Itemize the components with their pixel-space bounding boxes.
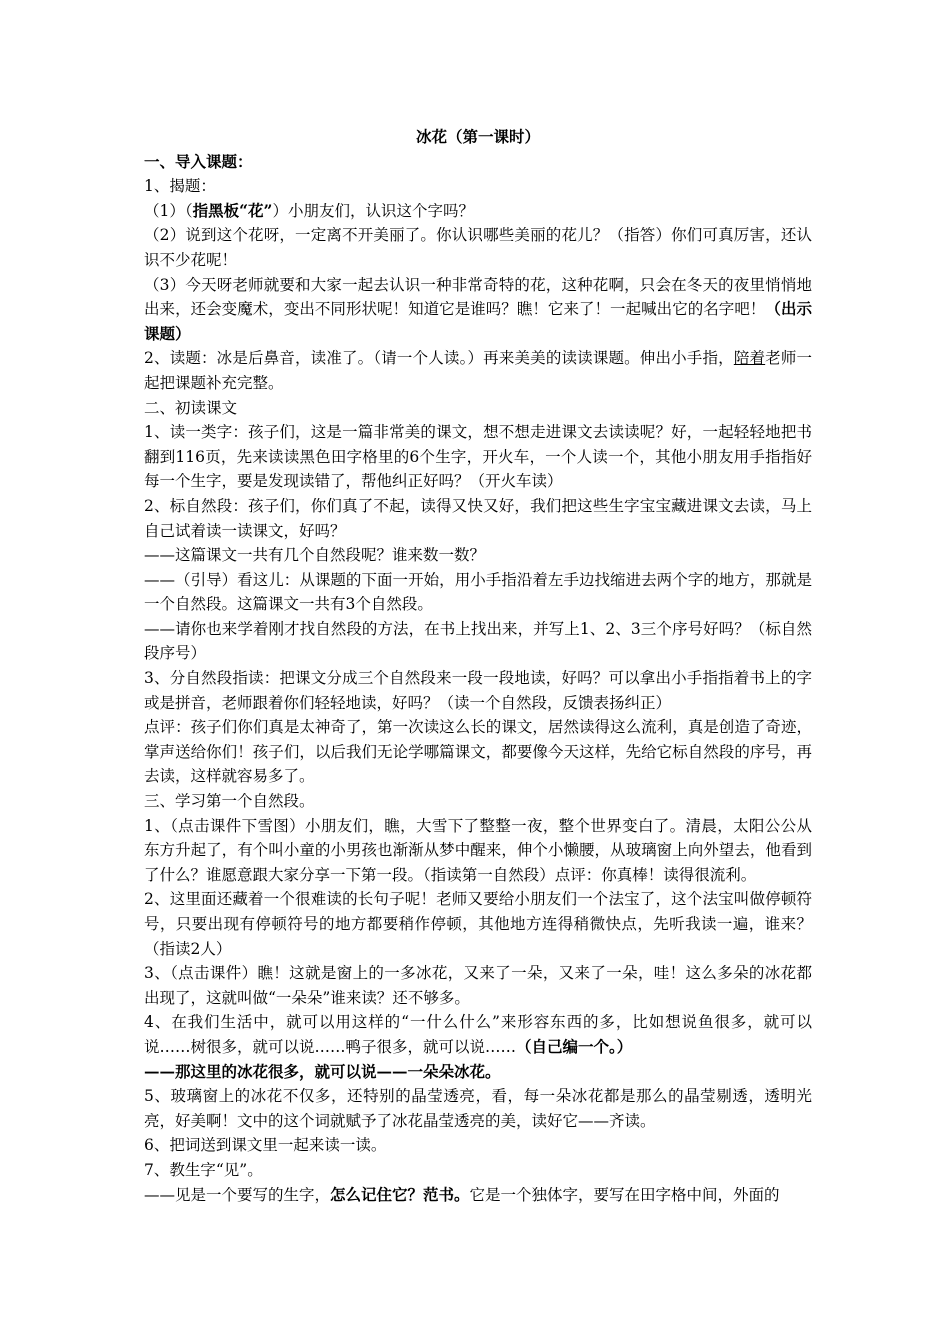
paragraph [144, 396, 812, 421]
text-run: 2、标自然段：孩子们，你们真了不起，读得又快又好，我们把这些生字宝宝藏进课文去读，马上自己试着读一读课文，好吗？ [144, 496, 812, 540]
paragraph [144, 961, 812, 1010]
text-run: ——见是一个要写的生字， [144, 1185, 331, 1204]
document-body [144, 125, 812, 1207]
paragraph [144, 887, 812, 961]
text-run: 2、这里面还藏着一个很难读的长句子呢！老师又要给小朋友们一个法宝了，这个法宝叫做停顿符号，只要出现有停顿符号的地方都要稍作停顿，其他地方连得稍微快点，先听我读一遍，谁来？（指读2人） [144, 890, 812, 958]
paragraph [144, 199, 812, 224]
text-run: 二、初读课文 [144, 398, 238, 417]
text-run: 2、读题：冰是后鼻音，读准了。（请一个人读。）再来美美的读读课题。伸出小手指， [144, 349, 734, 368]
document-title: 冰花（第一课时） [415, 127, 540, 146]
paragraph [144, 1183, 812, 1208]
text-run: 7、教生字“见”。 [144, 1160, 263, 1179]
paragraph [144, 346, 812, 395]
text-run: （自己编一个。） [516, 1036, 633, 1056]
paragraph [144, 1158, 812, 1183]
paragraph [144, 223, 812, 272]
paragraph [144, 715, 812, 789]
text-run: 3、（点击课件）瞧！这就是窗上的一多冰花，又来了一朵，又来了一朵，哇！这么多朵的冰花都出现了，这就叫做“一朵朵”谁来读？还不够多。 [144, 964, 812, 1007]
text-run: ——（引导）看这儿：从课题的下面一开始，用小手指沿着左手边找缩进去两个字的地方，那就是一个自然段。这篇课文一共有3个自然段。 [144, 570, 812, 614]
text-run: ——请你也来学着刚才找自然段的方法，在书上找出来，并写上1、2、3三个序号好吗？（标自然段序号） [144, 619, 812, 663]
text-run: 指黑板“花” [192, 200, 273, 220]
text-run: 4、在我们生活中，就可以用这样的“一什么什么”来形容东西的多，比如想说鱼很多，就可以说……树很多，就可以说……鸭子很多，就可以说…… [144, 1013, 812, 1056]
text-run: 老师一起把课题补充完整。 [144, 349, 812, 392]
text-run: ——那这里的冰花很多，就可以说—— [144, 1061, 408, 1081]
paragraph [144, 1060, 812, 1085]
text-run: （出示课题） [144, 299, 812, 343]
paragraph [144, 494, 812, 543]
text-run: 1、揭题： [144, 177, 216, 196]
text-run: 它是一个独体字，要写在田字格中间，外面的 [469, 1185, 780, 1204]
text-run: 1、（点击课件下雪图）小朋友们，瞧，大雪下了整整一夜，整个世界变白了。清晨，太阳公公从东方升起了，有个叫小童的小男孩也渐渐从梦中醒来，伸个小懒腰，从玻璃窗上向外望去，他看到了什么？谁愿意跟大家分享一下第一段。（指读第一自然段）点评：你真棒！读得很流利。 [144, 816, 812, 884]
paragraph [144, 1084, 812, 1133]
paragraph [144, 1010, 812, 1059]
text-run: 三、学习第一个自然段。 [144, 792, 315, 811]
text-run: （1）（ [144, 201, 193, 220]
paragraph [144, 150, 812, 175]
text-run: ）小朋友们，认识这个字吗？ [272, 201, 474, 220]
paragraph [144, 273, 812, 347]
paragraph-list [144, 150, 812, 1208]
paragraph [144, 1133, 812, 1158]
paragraph [144, 666, 812, 715]
paragraph [144, 568, 812, 617]
text-run: 一朵朵冰花。 [407, 1061, 501, 1081]
paragraph [144, 814, 812, 888]
text-run: 陪着 [733, 349, 766, 368]
text-run: 5、玻璃窗上的冰花不仅多，还特别的晶莹透亮，看，每一朵冰花都是那么的晶莹剔透，透明光亮，好美啊！文中的这个词就赋予了冰花晶莹透亮的美，读好它——齐读。 [144, 1087, 812, 1130]
text-run: 一、导入课题： [144, 151, 253, 171]
paragraph [144, 174, 812, 199]
text-run: （3）今天呀老师就要和大家一起去认识一种非常奇特的花，这种花啊，只会在冬天的夜里悄悄地出来，还会变魔术，变出不同形状呢！知道它是谁吗？瞧！它来了！一起喊出它的名字吧！ [144, 275, 812, 319]
text-run: （2）说到这个花呀，一定离不开美丽了。你认识哪些美丽的花儿？（指答）你们可真厉害，还认识不少花呢！ [144, 226, 812, 269]
text-run: 1、读一类字：孩子们，这是一篇非常美的课文，想不想走进课文去读读呢？好，一起轻轻地把书翻到116页，先来读读黑色田字格里的6个生字，开火车，一个人读一个，其他小朋友用手指指好每一个生字，要是发现读错了，帮他纠正好吗？（开火车读） [144, 423, 812, 491]
text-run: 6、把词送到课文里一起来读一读。 [144, 1136, 387, 1155]
text-run: ——这篇课文一共有几个自然段呢？谁来数一数？ [144, 546, 486, 565]
paragraph [144, 789, 812, 814]
paragraph [144, 617, 812, 666]
text-run: 3、分自然段指读：把课文分成三个自然段来一段一段地读，好吗？可以拿出小手指指着书上的字或是拼音，老师跟着你们轻轻地读，好吗？（读一个自然段，反馈表扬纠正） [144, 669, 812, 712]
paragraph [144, 420, 812, 494]
paragraph [144, 543, 812, 568]
text-run: 怎么记住它？范书。 [330, 1184, 470, 1204]
text-run: 点评：孩子们你们真是太神奇了，第一次读这么长的课文，居然读得这么流利，真是创造了奇迹，掌声送给你们！孩子们，以后我们无论学哪篇课文，都要像今天这样，先给它标自然段的序号，再去读，这样就容易多了。 [144, 718, 812, 786]
